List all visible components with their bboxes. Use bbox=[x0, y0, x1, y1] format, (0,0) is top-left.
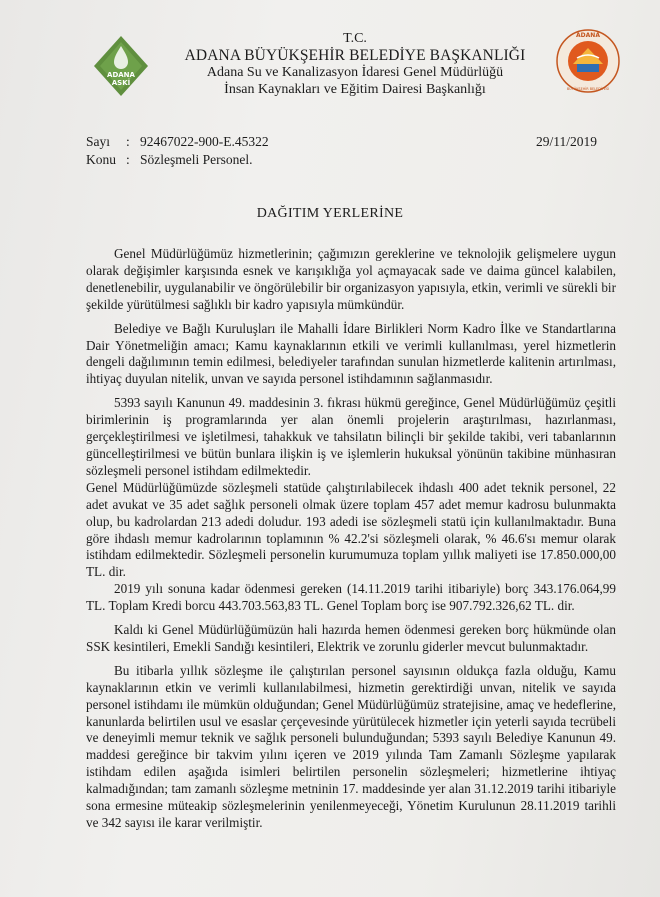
aski-logo-text-1: ADANA bbox=[107, 71, 135, 79]
reference-number-row bbox=[86, 134, 269, 150]
reference-number-label: Sayı bbox=[86, 134, 111, 149]
document-title: DAĞITIM YERLERİNE bbox=[256, 206, 404, 221]
document-body bbox=[86, 246, 616, 839]
paragraph: Genel Müdürlüğümüzde sözleşmeli statüde çalıştırılabilecek ihdaslı 400 adet teknik personel, 22 adet avukat ve 35 adet sağlık personeli olmak üzere toplam 457 adet memur kadrosu bulunmakta olup, bu kadrolardan 213 adedi doludur. 193 adedi ise sözleşmeli statü için kullanılmaktadır. Buna göre ihdaslı memur kadrolarının toplamının % 42.2'si sözleşmeli olarak, % 46.6'sı memur olarak istihdam edilmektedir. Sözleşmeli personelin kurumumuza toplam yıllık maliyeti ise 17.850.000,00 TL. dir. bbox=[86, 479, 616, 580]
aski-logo bbox=[92, 34, 150, 98]
paragraph: Kaldı ki Genel Müdürlüğümüzün hali hazırda hemen ödenmesi gereken borç hükmünde olan SSK kesintileri, Emekli Sandığı kesintileri, Elektrik ve zorunlu giderler mevcut bulunmaktadır. bbox=[86, 622, 616, 654]
letterhead-department: İnsan Kaynakları ve Eğitim Dairesi Başkanlığı bbox=[224, 82, 486, 97]
letterhead-municipality: ADANA BÜYÜKŞEHİR BELEDİYE BAŞKANLIĞI bbox=[184, 47, 526, 64]
paragraph: Belediye ve Bağlı Kuruluşları ile Mahalli İdare Birlikleri Norm Kadro İlke ve Standartlarına Dair Yönetmeliğin amacı; Kamu kaynaklarının etkili ve verimli kullanılması, yerel hizmetlerin dengeli dağılımının temin edilmesi, belediyeler tarafından sunulan hizmetlerde kalitenin artırılması, ihtiyaç duyulan nitelik, unvan ve sayıda personel istihdamının sağlanmasıdır. bbox=[86, 320, 616, 387]
letterhead bbox=[150, 30, 560, 98]
adana-municipality-seal bbox=[555, 28, 621, 94]
reference-number-value: 92467022-900-E.45322 bbox=[140, 134, 269, 149]
subject-label: Konu bbox=[86, 152, 116, 167]
letterhead-directorate: Adana Su ve Kanalizasyon İdaresi Genel Müdürlüğü bbox=[206, 65, 504, 80]
paragraph: 5393 sayılı Kanunun 49. maddesinin 3. fıkrası hükmü gereğince, Genel Müdürlüğümüz çeşitli birimlerinin iş programlarında yer alan önemli projelerin araştırılması, hazırlanması, gerçekleştirilmesi ve işletilmesi, tahakkuk ve tahsilatın bilinçli bir şekilde takibi, veri tabanlarının güncelleştirilmesi ve bütün bunlara ilişkin iş ve işlemlerin hukuksal yönünün takibine münhasıran sözleşmeli personel istihdam edilmektedir. bbox=[86, 395, 616, 478]
aski-logo-text-2: ASKİ bbox=[111, 79, 131, 87]
letterhead-tc: T.C. bbox=[343, 31, 367, 46]
subject-separator: : bbox=[126, 152, 130, 167]
paragraph: 2019 yılı sonuna kadar ödenmesi gereken (14.11.2019 tarihi itibariyle) borç 343.176.064,99 TL. Toplam Kredi borcu 443.703.563,83 TL. Genel Toplam borç ise 907.792.326,62 TL. dir. bbox=[86, 581, 616, 614]
subject-row bbox=[86, 152, 252, 168]
seal-text-top: ADANA bbox=[576, 32, 600, 39]
paragraph: Bu itibarla yıllık sözleşme ile çalıştırılan personel sayısının oldukça fazla olduğu, Kamu kaynaklarının etkin ve verimli kullanılabilmesi, hizmetin gerektirdiği unvan, nitelik ve sayıda personel istihdamı ile mümkün olduğundan; Genel Müdürlüğümüz stratejisine, amaç ve hedeflerine, kanunlarda belirtilen usul ve esaslar çerçevesinde yürütülecek hizmetler için yeterli sayıda tecrübeli ve deneyimli memur teknik ve sağlık personeli bulunduğundan; 5393 sayılı Belediye Kanunun 49. maddesi gereğince bir takvim yılını içeren ve 2019 yılında Tam Zamanlı Sözleşme yapılarak istihdam edilen aşağıda isimleri belirtilen personelin sözleşmeleri; hizmetlerine ihtiyaç kalmadığından; tam zamanlı sözleşme metninin 17. maddesinde yer alan 31.12.2019 tarihi itibariyle sona ermesine müteakip sözleşmelerinin yenilenmeyeceği, Yönetim Kurulunun 28.11.2019 tarihli ve 342 sayısı ile karar verilmiştir. bbox=[86, 662, 616, 830]
document-date: 29/11/2019 bbox=[536, 134, 598, 149]
subject-value: Sözleşmeli Personel. bbox=[140, 152, 253, 167]
reference-number-separator: : bbox=[126, 134, 130, 149]
paragraph: Genel Müdürlüğümüz hizmetlerinin; çağımızın gereklerine ve teknolojik gelişmelere uygun olarak değişimler karşısında esnek ve karışıklığa yol açmayacak sade ve daima güncel kalabilen, denetlenebilir, uygulanabilir ve öngörülebilir bir organizasyon yapısıyla, etkin, verimli ve sürekli bir şekilde yürütülmesi sağlıklı bir kadro yapısıyla mümkündür. bbox=[86, 246, 616, 312]
seal-text-bottom: BÜYÜKŞEHİR BELEDİYESİ bbox=[566, 87, 610, 91]
